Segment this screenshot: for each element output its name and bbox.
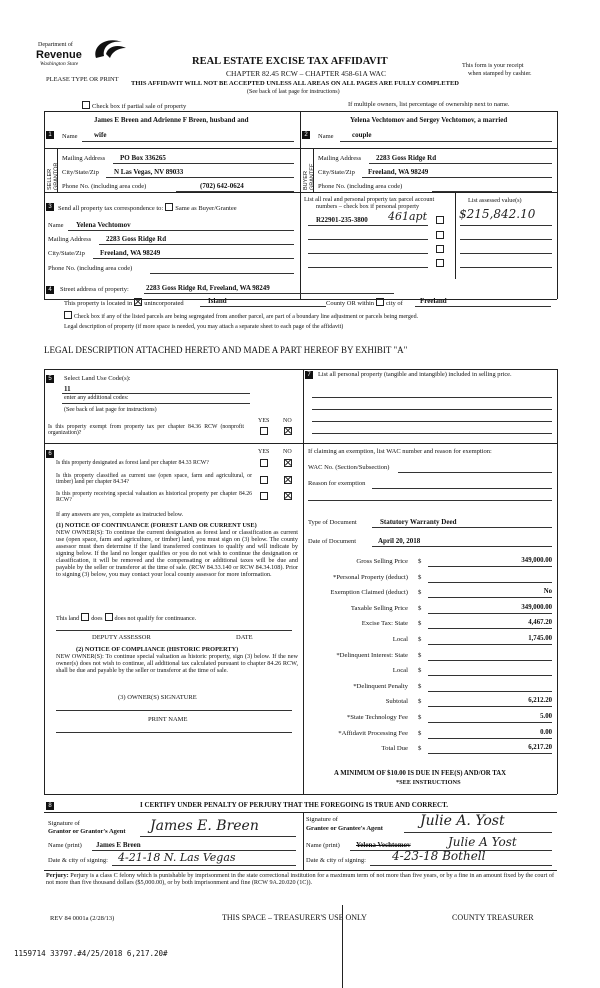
notice1-title: (1) NOTICE OF CONTINUANCE (FOREST LAND OR CURRENT USE)	[56, 522, 257, 529]
forest-yes-checkbox[interactable]	[258, 459, 270, 468]
tax-row-label: *State Technology Fee	[346, 714, 408, 721]
tax-row-currency: $	[418, 620, 422, 627]
buyer-city-value[interactable]: Freeland, WA 98249	[368, 168, 429, 176]
same-as-buyer-label: Same as Buyer/Grantee	[175, 205, 237, 212]
county-or-row	[326, 298, 403, 307]
deputy-date-label: DATE	[236, 634, 253, 641]
segregated-label: Check box if any of the listed parcels are being segregated from another parcel, are part of a boundary line adjustment or parcels being merged.	[74, 314, 419, 320]
reason-label: Reason for exemption	[308, 480, 366, 487]
tax-row-value[interactable]: 4,467.20	[528, 619, 552, 626]
forest-no-checkbox[interactable]	[282, 459, 294, 468]
section-7-marker: 7	[305, 371, 313, 379]
tax-row-label: *Delinquent Interest: State	[336, 652, 408, 659]
street-value[interactable]: 2283 Goss Ridge Rd, Freeland, WA 98249	[146, 284, 270, 292]
historic-question: Is this property receiving special valuation as historical property per chapter 84.26 RCW?	[56, 491, 252, 504]
city-of-label: city of	[386, 300, 403, 307]
partial-sale-checkbox[interactable]	[82, 101, 90, 109]
land-use-code[interactable]: 11	[64, 385, 71, 393]
county-or-label: County OR within	[326, 300, 375, 307]
tax-row-value[interactable]: 349,000.00	[521, 604, 552, 611]
exempt-question: Is this property exempt from property tax per chapter 84.36 RCW (nonprofit organization)?	[48, 424, 244, 437]
wac-label: WAC No. (Section/Subsection)	[308, 464, 390, 471]
receipt-line1: This form is your receipt	[462, 62, 524, 69]
city-value[interactable]: Freeland	[420, 297, 447, 305]
land-use-no: NO	[283, 418, 292, 424]
multiple-owners-note: If multiple owners, list percentage of ownership next to name.	[348, 101, 510, 108]
doc-date-value[interactable]: April 20, 2018	[378, 537, 421, 545]
legal-desc-attached: LEGAL DESCRIPTION ATTACHED HERETO AND MADE A PART HEREOF BY EXHIBIT "A"	[44, 345, 408, 355]
tax-row-label: *Affidavit Processing Fee	[338, 730, 408, 737]
tax-row-currency: $	[418, 667, 422, 674]
tax-row-value[interactable]: 6,217.20	[528, 744, 552, 751]
seller-mailing-label: Mailing Address	[62, 155, 106, 162]
section-5-marker: 5	[46, 375, 54, 383]
located-row	[64, 298, 184, 307]
treasurer-space-label: THIS SPACE – TREASURER'S USE ONLY	[222, 913, 367, 922]
tax-row-currency: $	[418, 589, 422, 596]
parcel-handwritten-note: 461apt	[388, 210, 428, 223]
does-not-label: does not qualify for continuance.	[114, 615, 197, 622]
buyer-name-line1: Yelena Vechtomov and Sergey Vechtomov, a married	[350, 116, 508, 124]
certify-statement: I CERTIFY UNDER PENALTY OF PERJURY THAT THE FOREGOING IS TRUE AND CORRECT.	[140, 801, 449, 809]
section-2-marker: 2	[302, 131, 310, 139]
tax-row-label: *Personal Property (deduct)	[332, 574, 408, 581]
grantor-print-label: Name (print)	[48, 842, 82, 849]
land-use-label: Select Land Use Code(s):	[64, 375, 131, 382]
minimum-due-note: A MINIMUM OF $10.00 IS DUE IN FEE(S) AND/OR TAX	[334, 770, 507, 777]
tax-row-label: Excise Tax: State	[361, 620, 408, 627]
cashier-stamp: 1159714 33797.#4/25/2018 6,217.20#	[14, 949, 168, 958]
seller-phone-value[interactable]: (702) 642-0624	[200, 182, 244, 190]
exempt-yes-checkbox[interactable]	[258, 427, 270, 436]
corr-phone-label: Phone No. (including area code)	[48, 265, 133, 272]
notice1-body: NEW OWNER(S): To continue the current designation as forest land or classification as current use (open space, farm and agriculture, or timber) land, you must sign on (3) below. The county assessor must then determine if the land transferred continues to qualify and will indicate by signing below. If the land no longer qualifies or you do not wish to continue the designation or classification, it will be removed and the compensating or additional taxes will be due and payable by the seller or transferor at the time of sale. (RCW 84.33.140 or RCW 84.34.108). Prior to signing (3) below, you may contact your local county assessor for more information.	[56, 529, 298, 578]
doc-date-label: Date of Document	[308, 538, 357, 545]
parcel-header-line1: List all real and personal property tax parcel account	[304, 196, 435, 203]
tax-row-label: Gross Selling Price	[356, 558, 408, 565]
grantee-date-label: Date & city of signing:	[306, 857, 366, 864]
tax-row-value[interactable]: 349,000.00	[521, 557, 552, 564]
buyer-name-line2: couple	[352, 131, 372, 139]
doc-type-label: Type of Document	[308, 519, 357, 526]
parcel-header-line2: numbers – check box if personal property	[316, 203, 420, 210]
forest-question: Is this property designated as forest land per chapter 84.33 RCW?	[56, 460, 209, 466]
parcel-checkbox-2[interactable]	[434, 231, 446, 240]
tax-row-currency: $	[418, 730, 422, 737]
county-value[interactable]: Island	[208, 297, 227, 305]
current-use-question: Is this property classified as current use (open space, farm and agricultural, or timber) land per chapter 84.34?	[56, 473, 252, 486]
correspondence-row	[58, 203, 237, 212]
same-as-buyer-checkbox[interactable]	[165, 203, 173, 211]
exempt-no-checkbox[interactable]	[282, 427, 294, 436]
if-yes-note: If any answers are yes, complete as instructed below.	[56, 512, 184, 518]
seller-side-label: SELLER GRANTOR	[47, 162, 60, 190]
correspondence-label: Send all property tax correspondence to:	[58, 205, 164, 212]
tax-row-value[interactable]: 5.00	[540, 713, 552, 720]
section-3-marker: 3	[46, 203, 54, 211]
form-chapter: CHAPTER 82.45 RCW – CHAPTER 458-61A WAC	[226, 69, 386, 78]
legal-desc-label: Legal description of property (if more space is needed, you may attach a separate sheet to each page of the affidavit)	[64, 324, 344, 330]
tax-row-currency: $	[418, 683, 422, 690]
segregated-row	[62, 311, 418, 321]
tax-row-currency: $	[418, 605, 422, 612]
grantor-signature: James E. Breen	[150, 818, 259, 834]
dept-line3: Washington State	[40, 61, 79, 67]
tax-row-value[interactable]: No	[543, 588, 552, 595]
land-use-yes: YES	[258, 418, 270, 424]
corr-mailing-label: Mailing Address	[48, 236, 92, 243]
notice2-body: NEW OWNER(S): To continue special valuation as historic property, sign (3) below. If the new owner(s) does not wish to continue, all additional tax calculated pursuant to chapter 84.26 RCW, shall be due and payable by the seller or transferor at the time of sale.	[56, 653, 298, 674]
dept-line2: Revenue	[36, 49, 82, 61]
assessed-value-header: List assessed value(s)	[468, 197, 522, 204]
personal-property-label: List all personal property (tangible and intangible) included in selling price.	[318, 371, 512, 378]
current-use-yes-checkbox[interactable]	[258, 476, 270, 485]
perjury-text: Perjury is a class C felony which is punishable by imprisonment in the state correctional institution for a maximum term of not more than five years, or by a fine in an amount fixed by the court of not more than five thousand dollars ($5,000.00), or by both imprisonment and fine (RCW 9A.20.020 (1C)).	[46, 872, 555, 886]
grantee-date-value: 4-23-18 Bothell	[392, 849, 486, 863]
continuance-row	[56, 613, 196, 622]
tax-row-currency: $	[418, 745, 422, 752]
receipt-line2: when stamped by cashier.	[468, 70, 532, 77]
buyer-side-label: BUYER GRANTEE	[303, 163, 316, 190]
parcel-checkbox-1[interactable]	[434, 216, 446, 225]
seller-city-value[interactable]: N Las Vegas, NV 89033	[114, 168, 184, 176]
seller-mailing-value[interactable]: PO Box 336265	[120, 154, 166, 162]
owner-signature-label: (3) OWNER(S) SIGNATURE	[118, 694, 197, 701]
grantor-date-label: Date & city of signing:	[48, 857, 108, 864]
tax-row-label: *Delinquent Penalty	[353, 683, 408, 690]
grantor-print-value[interactable]: James E Breen	[96, 841, 141, 849]
seller-phone-label: Phone No. (including area code)	[62, 183, 147, 190]
dor-swoosh-icon	[88, 36, 128, 64]
seller-name-line2: wife	[94, 131, 107, 139]
land-use-see-back: (See back of last page for instructions)	[64, 407, 157, 413]
grantee-signature: Julie A. Yost	[420, 813, 505, 829]
historic-yes-checkbox[interactable]	[258, 492, 270, 501]
seller-city-label: City/State/Zip	[62, 169, 99, 176]
buyer-phone-label: Phone No. (including area code)	[318, 183, 403, 190]
buyer-city-label: City/State/Zip	[318, 169, 355, 176]
grantee-print-value: Julie A Yost	[448, 835, 517, 849]
doc-type-value[interactable]: Statutory Warranty Deed	[380, 518, 457, 526]
form-title: REAL ESTATE EXCISE TAX AFFIDAVIT	[192, 56, 388, 67]
print-name-label: PRINT NAME	[148, 716, 188, 723]
does-not-checkbox[interactable]	[105, 613, 113, 621]
buyer-mailing-value[interactable]: 2283 Goss Ridge Rd	[376, 154, 437, 162]
street-label: Street address of property:	[60, 286, 129, 293]
dept-line1: Department of	[38, 42, 73, 48]
grantor-sig-label2: Grantor or Grantor's Agent	[48, 828, 126, 835]
tax-row-currency: $	[418, 698, 422, 705]
section-6-marker: 6	[46, 450, 54, 458]
please-type: PLEASE TYPE OR PRINT	[46, 76, 119, 83]
s6-no: NO	[283, 449, 292, 455]
perjury-statement	[46, 873, 554, 887]
grantor-sig-label1: Signature of	[48, 820, 80, 827]
city-of-checkbox[interactable]	[376, 298, 384, 306]
partial-sale-row	[80, 101, 186, 110]
historic-no-checkbox[interactable]	[282, 492, 294, 501]
unincorporated-checkbox[interactable]	[134, 298, 142, 306]
tax-row-currency: $	[418, 558, 422, 565]
grantee-sig-label2: Grantee or Grantee's Agent	[306, 825, 383, 832]
parcel-number[interactable]: R22901-235-3800	[316, 216, 368, 224]
form-revision: REV 84 0001a (2/28/13)	[50, 915, 115, 922]
tax-row-label: Subtotal	[385, 698, 408, 705]
grantor-date-value: 4-21-18 N. Las Vegas	[118, 851, 236, 864]
tax-row-label: Local	[392, 667, 408, 674]
exemption-label: If claiming an exemption, list WAC number and reason for exemption:	[308, 448, 492, 455]
unincorporated-label: unincorporated	[144, 300, 184, 307]
additional-codes-label: enter any additional codes:	[64, 395, 129, 401]
parcel-checkbox-4[interactable]	[434, 259, 446, 268]
tax-row-value[interactable]: 0.00	[540, 729, 552, 736]
corr-city-value[interactable]: Freeland, WA 98249	[100, 249, 161, 257]
tax-row-currency: $	[418, 714, 422, 721]
tax-row-currency: $	[418, 636, 422, 643]
tax-row-label: Local	[392, 636, 408, 643]
parcel-checkbox-3[interactable]	[434, 245, 446, 254]
grantee-print-struck: Yelena Vechtomov	[356, 841, 411, 849]
seller-name-label: Name	[62, 133, 78, 140]
corr-city-label: City/State/Zip	[48, 250, 85, 257]
does-checkbox[interactable]	[81, 613, 89, 621]
corr-name-value[interactable]: Yelena Vechtomov	[76, 221, 131, 229]
corr-name-label: Name	[48, 222, 64, 229]
tax-row-currency: $	[418, 652, 422, 659]
tax-row-label: Total Due	[381, 745, 408, 752]
buyer-mailing-label: Mailing Address	[318, 155, 362, 162]
buyer-name-label: Name	[318, 133, 334, 140]
partial-sale-label: Check box if partial sale of property	[92, 103, 187, 110]
grantee-print-label: Name (print)	[306, 842, 340, 849]
see-back-note: (See back of last page for instructions)	[247, 89, 340, 95]
tax-row-label: Taxable Selling Price	[350, 605, 408, 612]
tax-row-value[interactable]: 1,745.00	[528, 635, 552, 642]
located-label: This property is located in	[64, 300, 133, 307]
notice2-title: (2) NOTICE OF COMPLIANCE (HISTORIC PROPERTY)	[76, 646, 239, 653]
does-label: does	[91, 615, 103, 622]
section-1-marker: 1	[46, 131, 54, 139]
current-use-no-checkbox[interactable]	[282, 476, 294, 485]
perjury-label: Perjury:	[46, 872, 69, 879]
seller-name-line1: James E Breen and Adrienne F Breen, husband and	[94, 116, 249, 124]
county-treasurer-label: COUNTY TREASURER	[452, 913, 534, 922]
tax-row-label: Exemption Claimed (deduct)	[330, 589, 408, 596]
segregated-checkbox[interactable]	[64, 311, 72, 319]
s6-yes: YES	[258, 449, 270, 455]
grantee-sig-label1: Signature of	[306, 816, 338, 823]
section-4-marker: 4	[46, 286, 54, 294]
tax-row-currency: $	[418, 574, 422, 581]
form-warning: THIS AFFIDAVIT WILL NOT BE ACCEPTED UNLESS ALL AREAS ON ALL PAGES ARE FULLY COMPLETED	[131, 80, 459, 87]
corr-mailing-value[interactable]: 2283 Goss Ridge Rd	[106, 235, 167, 243]
section-8-marker: 8	[46, 802, 54, 810]
see-instructions-note: *SEE INSTRUCTIONS	[396, 779, 461, 786]
tax-row-value[interactable]: 6,212.20	[528, 697, 552, 704]
this-land-label: This land	[56, 615, 80, 622]
assessed-value-handwritten: $215,842.10	[459, 207, 536, 221]
deputy-assessor-label: DEPUTY ASSESSOR	[92, 634, 151, 641]
